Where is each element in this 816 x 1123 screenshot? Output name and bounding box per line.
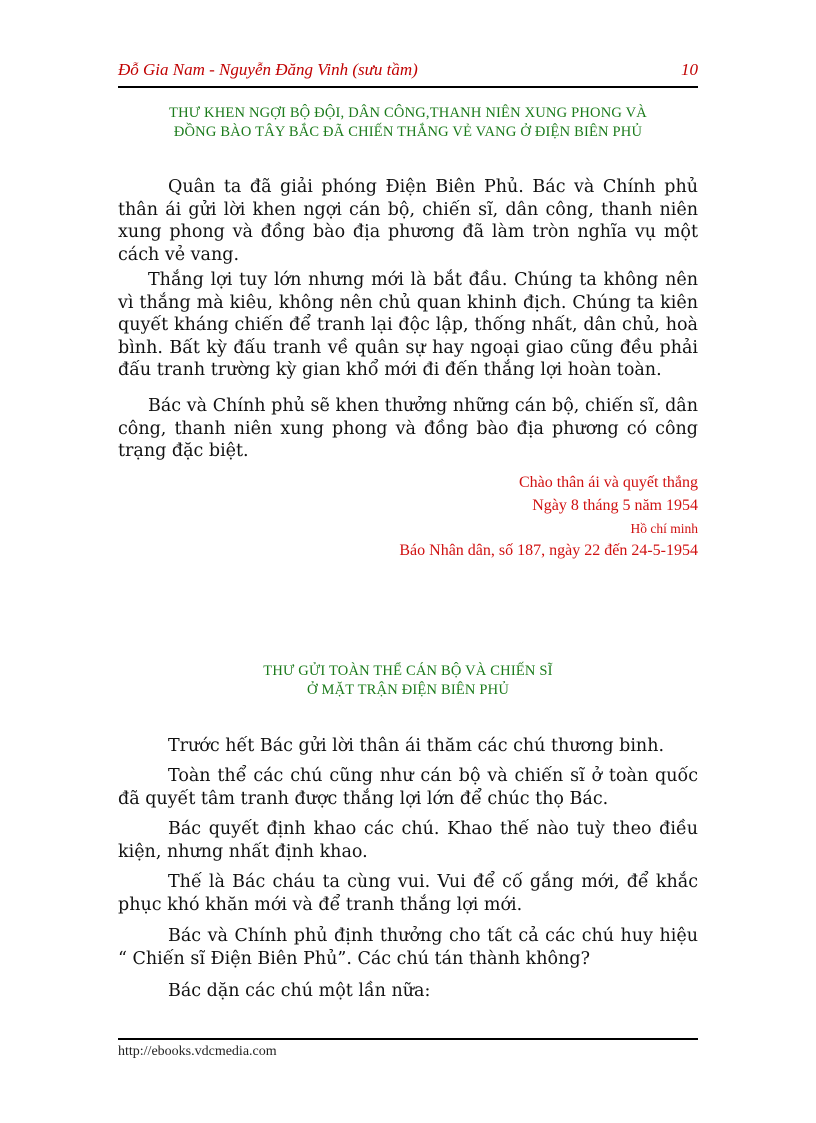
header-authors: Đỗ Gia Nam - Nguyễn Đăng Vinh (sưu tầm) <box>118 60 418 79</box>
section2-paragraph-2: Toàn thể các chú cũng như cán bộ và chiến sĩ ở toàn quốc đã quyết tâm tranh được thắng lợi lớn để chúc thọ Bác. <box>118 766 698 809</box>
page-number: 10 <box>681 60 698 79</box>
section2-title-line1: THƯ GỬI TOÀN THỂ CÁN BỘ VÀ CHIẾN SĨ <box>263 663 553 679</box>
section1-title <box>118 104 698 142</box>
section1-title-line1: THƯ KHEN NGỢI BỘ ĐỘI, DÂN CÔNG,THANH NIÊN XUNG PHONG VÀ <box>169 105 647 121</box>
section2-title-line2: Ở MẶT TRẬN ĐIỆN BIÊN PHỦ <box>306 682 510 698</box>
section2-paragraph-4: Thế là Bác cháu ta cùng vui. Vui để cố gắng mới, để khắc phục khó khăn mới và để tranh thắng lợi mới. <box>118 872 698 915</box>
footer-url[interactable]: http://ebooks.vdcmedia.com <box>118 1044 277 1059</box>
section2-title <box>118 662 698 700</box>
header-divider <box>118 86 698 88</box>
page-header <box>118 58 698 84</box>
section1-paragraph-2: Thắng lợi tuy lớn nhưng mới là bắt đầu. Chúng ta không nên vì thắng mà kiêu, không nên chủ quan khinh địch. Chúng ta kiên quyết kháng chiến để tranh lại độc lập, thống nhất, dân chủ, hoà bình. Bất kỳ đấu tranh về quân sự hay ngoại giao cũng đều phải đấu tranh trường kỳ gian khổ mới đi đến thắng lợi hoàn toàn. <box>118 270 698 380</box>
section2-paragraph-1: Trước hết Bác gửi lời thân ái thăm các chú thương binh. <box>168 736 665 756</box>
closing-line: Chào thân ái và quyết thắng <box>518 474 698 491</box>
section2-paragraph-5: Bác và Chính phủ định thưởng cho tất cả các chú huy hiệu “ Chiến sĩ Điện Biên Phủ”. Các chú tán thành không? <box>118 926 698 969</box>
signature: Hồ chí minh <box>630 521 698 536</box>
section2-paragraph-6: Bác dặn các chú một lần nữa: <box>168 981 431 1001</box>
section1-paragraph-3: Bác và Chính phủ sẽ khen thưởng những cán bộ, chiến sĩ, dân công, thanh niên xung phong và đồng bào địa phương có công trạng đặc biệt. <box>118 396 698 461</box>
source-citation: Báo Nhân dân, số 187, ngày 22 đến 24-5-1954 <box>399 542 698 559</box>
section2-paragraph-3: Bác quyết định khao các chú. Khao thế nào tuỳ theo điều kiện, nhưng nhất định khao. <box>118 819 698 862</box>
section1-paragraph-1: Quân ta đã giải phóng Điện Biên Phủ. Bác và Chính phủ thân ái gửi lời khen ngợi cán bộ, chiến sĩ, dân công, thanh niên xung phong và đồng bào địa phương đã làm tròn nghĩa vụ một cách vẻ vang. <box>118 177 698 265</box>
footer-divider <box>118 1038 698 1040</box>
section1-title-line2: ĐỒNG BÀO TÂY BẮC ĐÃ CHIẾN THẮNG VẺ VANG Ở ĐIỆN BIÊN PHỦ <box>173 124 643 140</box>
letter-date: Ngày 8 tháng 5 năm 1954 <box>532 497 698 514</box>
